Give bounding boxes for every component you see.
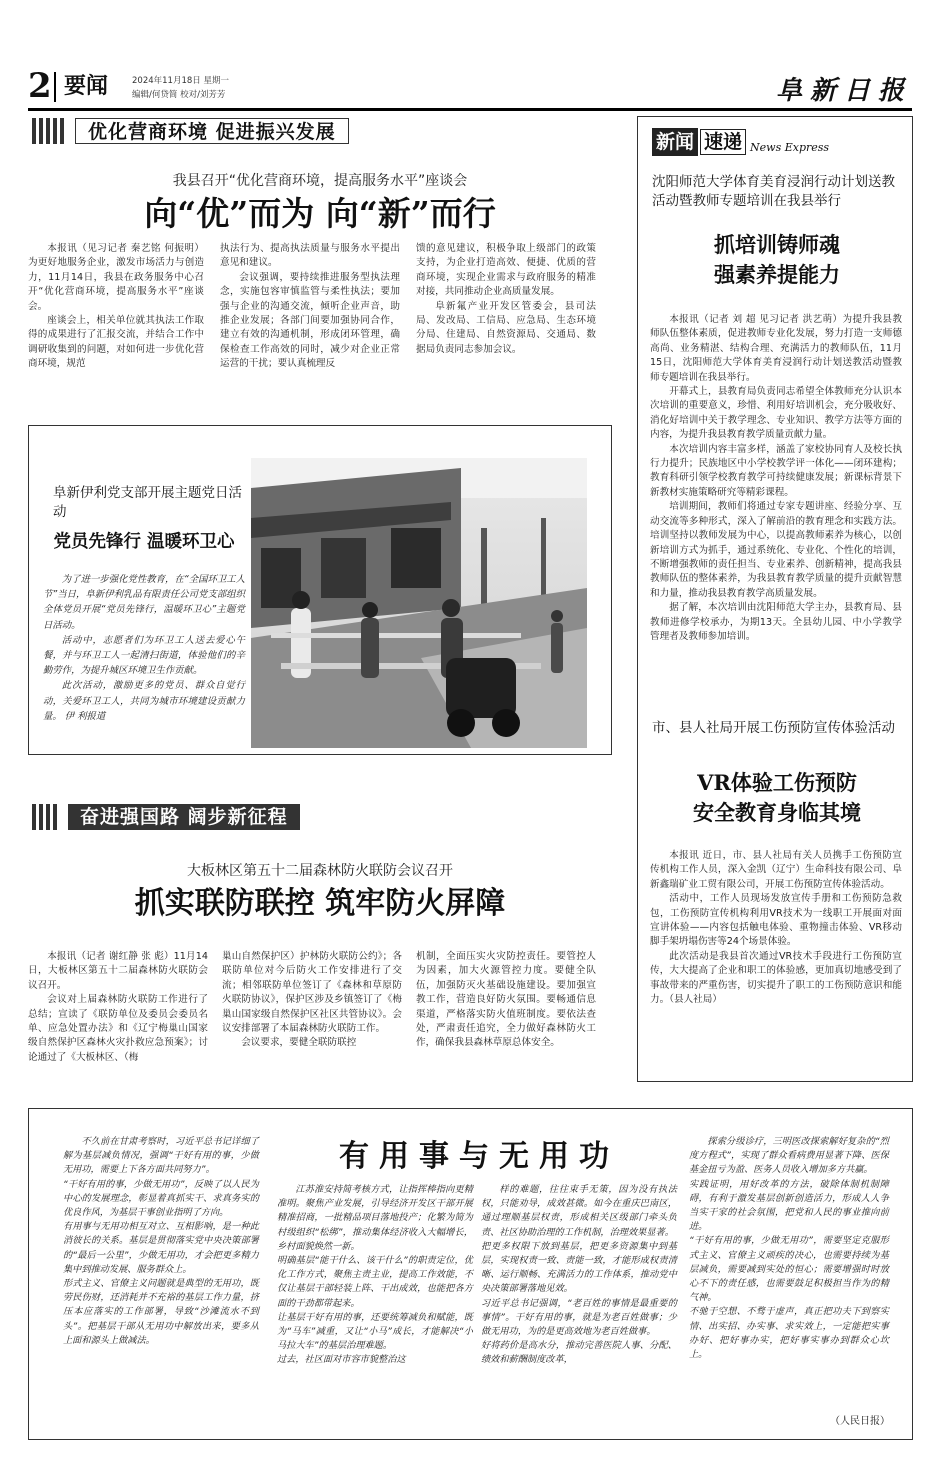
- paragraph: 会议对上届森林防火联防工作进行了总结；宣读了《联防单位及委员会委员名单、应急处置办法》和《辽宁梅巢山国家级自然保护区森林火灾扑救应急预案》；讨论通过了《大板林区、（梅: [28, 994, 208, 1063]
- article-party-subtitle: 阜新伊利党支部开展主题党日活动: [53, 485, 242, 520]
- news-item1-subtitle: 沈阳师范大学体育美育浸润行动计划送教活动暨教师专题培训在我县举行: [652, 174, 895, 209]
- banner-bars: [32, 804, 60, 830]
- article-fire-subtitle: 大板林区第五十二届森林防火联防会议召开: [187, 863, 453, 879]
- paragraph: 本报讯（记者 谢红静 张 彪）11月14日，大板林区第五十二届森林防火联防会议召开。: [28, 951, 208, 991]
- commentary-title: 有用事与无用功: [339, 1139, 619, 1174]
- paragraph: 会议要求，要健全联防联控: [241, 1037, 357, 1049]
- paragraph: 本报讯 近日，市、县人社局有关人员携手工伤预防宣传机构工作人员，深入金凯（辽宁）生命科技有限公司、阜新鑫瑞矿业工贸有限公司，开展工伤预防宣传体验活动。: [650, 850, 902, 890]
- paragraph: 培训期间，教师们将通过专家专题讲座、经验分享、互动交流等多种形式，深入了解前沿的教育理念和实践方法。培训坚持以教师发展为中心，以提高教师素养为核心，以创新培训方式为抓手，通过系统化、专业化、个性化的培训，不断增强教师的责任担当、专业素养、创新精神，提高我县教师队伍的整体素养，为我县教育教学质量的提升贡献智慧和力量，推动我县教育教学高质量发展。: [650, 501, 902, 599]
- commentary-col2: 江苏淮安持简考核方式，让指挥棒指向更精准明。聚焦产业发展，引导经济开发区干部开展精准招商，一批精品项目落地投产；化繁为简为村级组织“松绑”，推动集体经济收入大幅增长，乡村面貌焕然一新。 明确基层“能干什么、该干什么”的职责定位，优化工作方式，聚焦主责主业，提高工作效能，不仅让基层干部轻装上阵、干出成效，也能把各方面的干劲都带起来。 让基层干好有用的事，还要统筹减负和赋能，既为“马车”减重，又让“小马”成长，才能解决“小马拉大车”的基层治理难题。 过去，社区面对市容市貌整治这: [277, 1184, 473, 1366]
- article-party-title: 党员先锋行 温暖环卫心: [53, 532, 235, 552]
- news-item2-subtitle: 市、县人社局开展工伤预防宣传体验活动: [652, 720, 895, 736]
- paper-name: 阜新日报: [775, 76, 912, 106]
- banner-mid: [32, 800, 362, 834]
- masthead-rule: [28, 108, 912, 111]
- paragraph: 据了解，本次培训由沈阳师范大学主办，县教育局、县教师进修学校承办，为期13天。全县幼儿园、中小学教学管理者及教师参加培训。: [650, 602, 902, 642]
- article-party-body: [43, 572, 245, 724]
- article-business-title: 向“优”而为 向“新”而行: [144, 194, 496, 233]
- paragraph: 本次培训内容丰富多样，涵盖了家校协同育人及校长执行力提升；民族地区中小学校教学评一体化——闭环建构；教育科研引领学校教育教学可持续健康发展；新课标背景下新教材实施策略研究等精彩课程。: [650, 443, 902, 498]
- article-fire-col1: [28, 950, 208, 1065]
- news-item1-title-line1: 抓培训铸师魂: [714, 232, 840, 257]
- photo-illustration: [251, 458, 587, 748]
- article-business-col2: [220, 242, 400, 372]
- news-express-box: [637, 116, 913, 1082]
- article-fire-col3: [416, 950, 596, 1051]
- banner-top-label: 优化营商环境 促进振兴发展: [75, 118, 349, 144]
- masthead-divider: [54, 72, 56, 102]
- paragraph: 为了进一步强化党性教育，在“全国环卫工人节”当日，阜新伊利乳品有限责任公司党支部组织全体党员开展“党员先锋行，温暖环卫心”主题党日活动。: [43, 574, 245, 631]
- article-business-col3: [416, 242, 596, 357]
- paragraph: 执法行为、提高执法质量与服务水平提出意见和建议。: [220, 243, 400, 269]
- masthead: [28, 68, 912, 108]
- commentary-source: （人民日报）: [830, 1416, 890, 1427]
- banner-bars: [32, 118, 67, 144]
- paragraph: 此次活动是我县首次通过VR技术手段进行工伤预防宣传，大大提高了企业和职工的体验感，更加真切地感受到了事故带来的严重伤害，切实提升了职工的工伤预防意识和能力。（县人社局）: [650, 950, 902, 1006]
- paragraph: 阜新氟产业开发区管委会，县司法局、发改局、工信局、应急局、生态环境分局、住建局、自然资源局、交通局、数据局负责同志参加会议。: [416, 300, 596, 355]
- paragraph: 会议强调，要持续推进服务型执法理念，实施包容审慎监管与柔性执法；要加强与企业的沟通交流，倾听企业声音，助推企业发展；各部门间要加强协同合作，建立有效的沟通机制，形成闭环管理，确保检查工作高效的同时，减少对企业正常运营的干扰；要认真梳理反: [220, 271, 400, 370]
- page-number: 2: [28, 66, 52, 106]
- news-item2-title-line2: 安全教育身临其境: [693, 800, 861, 825]
- editor-line: 编辑/何贷简 校对/刘芳芳: [132, 90, 226, 100]
- news-express-header: [652, 127, 829, 157]
- article-fire-title: 抓实联防联控 筑牢防火屏障: [134, 886, 506, 921]
- news-express-label-a: 新闻: [652, 128, 698, 156]
- banner-top: [32, 114, 422, 148]
- commentary-col4: 探索分级诊疗，三明医改探索解好复杂的“烈度方程式”，实现了群众看病费用显著下降、医保基金扭亏为盈、医务人员收入增加多方共赢。 实践证明，用好改革的方法，破除体制机制障碍，有利于激发基层创新创造活力，形成人人争当实干家的社会氛围，把党和人民的事业推向前进。 “干好有用的事，少做无用功”，需要坚定克服形式主义、官僚主义顽疾的决心，也需要持续为基层减负，需要减到实处的恒心；需要增强时时放心不下的责任感，也需要鼓足积极担当作为的精气神。 不驰于空想、不骛于虚声，真正把功夫下到察实情、出实招、办实事、求实效上，一定能把实事办好、把好事办实，把好事实事办到群众心坎上。: [689, 1136, 889, 1361]
- commentary-col3: 样的难题，往往束手无策，因为没有执法权，只能劝导，成效甚微。如今在重庆巴南区，通过理顺基层权责，形成相关区级部门牵头负责、社区协助治理的工作机制，治理效果显著。 把更多权限下放到基层，把更多资源集中到基层，实现权责一致、责能一致，才能形成权责清晰、运行顺畅、充满活力的工作体系，推动党中央决策部署落地见效。 习近平总书记强调，“老百姓的事情是最重要的事情”。干好有用的事，就是为老百姓做事；少做无用功，为的是更高效地为老百姓做事。 好将药价是高水分，推动完善医院人事、分配、绩效和薪酬制度改革，: [481, 1184, 677, 1366]
- paragraph: 座谈会上，相关单位就其执法工作取得的成果进行了汇报交流，并结合工作中调研收集到的问题，对如何进一步优化营商环境，规范: [28, 315, 204, 370]
- news-item1-title-line2: 强素养提能力: [714, 262, 840, 287]
- article-business-col1: [28, 242, 204, 372]
- paragraph: 馈的意见建议，积极争取上级部门的政策支持，为企业打造高效、便捷、优质的营商环境，实现企业需求与政府服务的精准对接，共同推动企业高质量发展。: [416, 243, 596, 298]
- banner-mid-label: 奋进强国路 阔步新征程: [68, 804, 300, 830]
- paragraph: 活动中，工作人员现场发放宣传手册和工伤预防急救包，工伤预防宣传机构利用VR技术为一线职工开展面对面宣讲体验——内容包括触电体验、重物撞击体验、VR移动脚手架坍塌伤害等24个场景体验。: [650, 893, 902, 948]
- paragraph: 活动中，志愿者们为环卫工人送去爱心午餐，并与环卫工人一起清扫街道，体验他们的辛勤劳作，为提升城区环境卫生作贡献。: [43, 634, 245, 677]
- commentary-col1: 不久前在甘肃考察时，习近平总书记详细了解为基层减负情况，强调“干好有用的事，少做无用功，需要上下各方面共同努力”。 “干好有用的事，少做无用功”，反映了以人民为中心的发展理念，彰显着真抓实干、求真务实的优良作风，为基层干事创业指明了方向。 有用事与无用功相互对立、互相影响，是一种此消彼长的关系。基层是贯彻落实党中央决策部署的“最后一公里”，少做无用功，才会把更多精力集中到推动发展、服务群众上。 形式主义、官僚主义问题就是典型的无用功，既劳民伤财，还消耗并不充裕的基层工作力量，挤压本应落实的工作部署，导致“沙滩流水不到头”。把基层干部从无用功中解放出来，要多从上面和源头上做减法。: [63, 1136, 259, 1346]
- paragraph: 本报讯（见习记者 秦艺铭 何振明）为更好地服务企业，激发市场活力与创造力，11月14日，我县在政务服务中心召开“优化营商环境，提高服务水平”座谈会。: [28, 243, 204, 312]
- article-fire-col2: [222, 950, 402, 1051]
- article-business-subtitle: 我县召开“优化营商环境，提高服务水平”座谈会: [172, 173, 468, 189]
- date-line: 2024年11月18日 星期一: [132, 76, 229, 86]
- paragraph: 机制，全面压实火灾防控责任。要管控人为因素，加大火源管控力度。要健全队伍，加强防灭火基础设施建设。要加强宣教工作，营造良好防火氛围。要畅通信息渠道，严格落实防火值班制度。要依法查处，严肃责任追究，全力做好森林防火工作，确保我县森林草原总体安全。: [416, 951, 596, 1049]
- paragraph: 开幕式上，县教育局负责同志希望全体教师充分认识本次培训的重要意义，珍惜、利用好培训机会，充分吸收好、消化好培训中关于教学理念、专业知识、教学方法等方面的内容，为提升我县教育教学质量贡献力量。: [650, 386, 902, 441]
- paragraph: 巢山自然保护区）护林防火联防公约》；各联防单位对今后防火工作安排进行了交流；相邻联防单位签订了《森林和草原防火联防协议》，保护区涉及乡镇签订了《梅巢山国家级自然保护区社区共管协议》。会议安排部署了本届森林防火联防工作。: [222, 951, 402, 1035]
- news-item1-body: [650, 313, 902, 644]
- article-party-box: [28, 425, 612, 755]
- news-express-label-en: News Express: [750, 140, 830, 154]
- paragraph: 此次活动，激励更多的党员、群众自觉行动，关爱环卫工人，共同为城市环境建设贡献力量。 伊 利报道: [43, 680, 245, 722]
- paragraph: 本报讯（记者 刘 超 见习记者 洪艺萌）为提升我县教师队伍整体素质，促进教师专业化发展，努力打造一支师德高尚、业务精湛、结构合理、充满活力的教师队伍，11月15日，沈阳师范大学体育美育浸润行动计划送教活动暨教师专题培训在我县举行。: [650, 314, 902, 383]
- news-item2-body: [650, 849, 902, 1007]
- commentary-box: [28, 1108, 913, 1440]
- section-name: 要闻: [64, 73, 109, 99]
- news-express-label-b: 速递: [700, 129, 746, 155]
- news-item2-title-line1: VR体验工伤预防: [697, 770, 857, 795]
- photo-volunteers-street: [251, 458, 587, 748]
